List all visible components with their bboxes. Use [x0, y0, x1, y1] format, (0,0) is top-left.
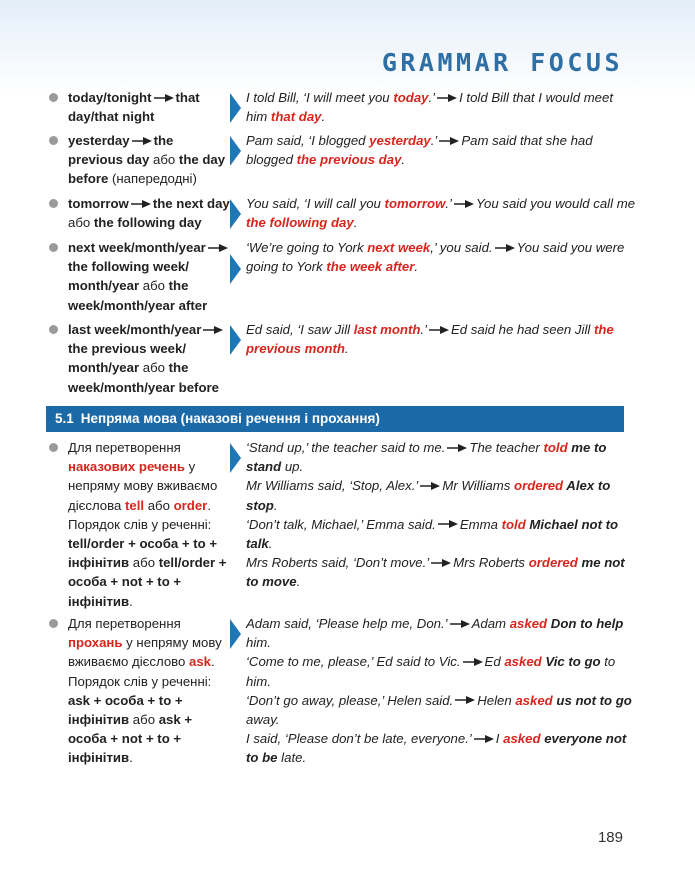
- text-segment: ‘Don’t talk, Michael,’ Emma said.: [246, 516, 436, 532]
- bold-text: that day/that night: [68, 90, 200, 125]
- rule-left: [68, 320, 230, 397]
- bold-text: the following day: [93, 215, 202, 231]
- bold-text: yesterday: [68, 133, 130, 148]
- rule-left: [68, 438, 230, 611]
- bold-text: the day before: [68, 152, 226, 187]
- section-title: Непряма мова (наказові речення і прохання): [80, 411, 380, 426]
- text-segment: Ed: [484, 654, 505, 670]
- highlight-text: прохань: [68, 635, 123, 651]
- text-segment: або: [144, 497, 174, 513]
- rule-left: [68, 131, 230, 189]
- triangle-arrow-icon: [230, 136, 241, 166]
- text-segment: .: [268, 536, 273, 552]
- right-arrow-icon: [463, 658, 483, 666]
- bold-text: ask + особа + not + to + інфінітив: [68, 712, 193, 766]
- triangle-arrow-icon: [230, 254, 241, 284]
- text-segment: або: [139, 278, 169, 294]
- highlight-text: next week: [367, 240, 431, 255]
- rule-example: [246, 194, 636, 232]
- highlight-text: asked: [504, 654, 542, 670]
- text-segment: to him.: [246, 654, 616, 689]
- text-segment: або: [139, 360, 169, 376]
- bullet-icon: [49, 243, 58, 252]
- rule-example: [246, 238, 636, 276]
- text-segment: I told Bill that I would meet him: [246, 90, 614, 125]
- text-segment: Ed said, ‘I saw Jill: [246, 322, 354, 337]
- rule-example: [246, 438, 636, 592]
- text-segment: .: [344, 341, 349, 357]
- highlight-text: ask: [189, 654, 212, 670]
- right-arrow-icon: [154, 94, 174, 102]
- text-segment: Pam said that she had blogged: [246, 133, 593, 168]
- highlight-text: the week after: [326, 259, 415, 275]
- text-segment: You said, ‘I will call you: [246, 196, 385, 211]
- bold-text: Vic to go: [541, 654, 601, 670]
- text-segment: Для перетворення: [68, 440, 181, 455]
- right-arrow-icon: [132, 137, 152, 145]
- rule-example: [246, 131, 636, 169]
- text-segment: You said you would call me: [475, 196, 636, 211]
- bold-text: Don to help: [547, 616, 624, 631]
- highlight-text: наказових речень: [68, 459, 186, 475]
- rule-example: [246, 614, 636, 768]
- right-arrow-icon: [429, 326, 449, 334]
- right-arrow-icon: [438, 520, 458, 528]
- text-segment: Adam: [471, 616, 510, 631]
- text-segment: Mrs Roberts said, ‘Don’t move.’: [246, 555, 430, 571]
- bullet-icon: [49, 619, 58, 628]
- text-segment: ‘Stand up,’ the teacher said to me.: [246, 440, 446, 455]
- text-segment: Pam said, ‘I blogged: [246, 133, 370, 148]
- bold-text: ask + особа + to + інфінітив: [68, 692, 183, 728]
- bold-text: everyone not to be: [246, 731, 627, 766]
- triangle-arrow-icon: [230, 619, 241, 649]
- highlight-text: the previous day: [296, 152, 402, 168]
- text-segment: або: [149, 152, 179, 168]
- rule-left: [68, 238, 230, 315]
- text-segment: .: [321, 109, 326, 125]
- text-segment: .: [414, 259, 419, 275]
- right-arrow-icon: [437, 94, 457, 102]
- text-segment: .’: [430, 133, 438, 148]
- text-segment: I told Bill, ‘I will meet you: [246, 90, 394, 105]
- text-segment: або: [129, 712, 159, 728]
- text-segment: .: [296, 574, 301, 590]
- text-segment: away.: [246, 712, 280, 728]
- text-segment: Adam said, ‘Please help me, Don.’: [246, 616, 448, 631]
- highlight-text: told: [543, 440, 568, 455]
- bold-text: the week/month/year after: [68, 278, 208, 313]
- text-segment: у непряму мову вживаємо дієслово: [68, 635, 222, 670]
- bold-text: Michael not to talk: [246, 516, 619, 552]
- text-segment: ‘Don’t go away, please,’ Helen said.: [246, 692, 454, 708]
- highlight-text: yesterday: [369, 133, 431, 148]
- right-arrow-icon: [455, 696, 475, 704]
- right-arrow-icon: [454, 200, 474, 208]
- section-header: [46, 406, 624, 432]
- triangle-arrow-icon: [230, 443, 241, 473]
- right-arrow-icon: [431, 559, 451, 567]
- text-segment: або: [68, 215, 94, 231]
- rule-left: [68, 88, 230, 126]
- bold-text: next week/month/year: [68, 240, 206, 255]
- bold-text: last week/month/year: [68, 322, 202, 337]
- bold-text: tell/order + особа + to + інфінітив: [68, 536, 218, 571]
- text-segment: (напередодні): [108, 171, 197, 187]
- text-segment: You said you were going to York: [246, 240, 625, 275]
- text-segment: .’: [428, 90, 436, 105]
- text-segment: .’: [445, 196, 452, 211]
- highlight-text: ordered: [514, 478, 564, 494]
- highlight-text: order: [173, 497, 208, 513]
- bold-text: the next day: [152, 196, 230, 211]
- text-segment: або: [129, 555, 159, 571]
- right-arrow-icon: [474, 735, 494, 743]
- rule-left: [68, 194, 230, 232]
- bold-text: the previous day: [68, 133, 174, 168]
- highlight-text: ordered: [528, 555, 578, 571]
- highlight-text: tomorrow: [384, 196, 446, 211]
- rule-example: [246, 320, 636, 358]
- bold-text: Alex to stop: [246, 478, 611, 513]
- rule-example: [246, 88, 636, 126]
- text-segment: ,’ you said.: [430, 240, 493, 255]
- right-arrow-icon: [450, 620, 470, 628]
- bullet-icon: [49, 199, 58, 208]
- highlight-text: today: [393, 90, 429, 105]
- text-segment: .: [129, 593, 133, 609]
- text-segment: .: [401, 152, 406, 168]
- highlight-text: tell: [124, 497, 145, 513]
- right-arrow-icon: [420, 482, 440, 490]
- text-segment: Helen: [477, 692, 516, 708]
- text-segment: I said, ‘Please don’t be late, everyone.’: [246, 731, 472, 747]
- text-segment: Ed said he had seen Jill: [451, 322, 594, 337]
- bold-text: the following week/ month/year: [68, 259, 189, 294]
- right-arrow-icon: [447, 444, 467, 452]
- triangle-arrow-icon: [230, 199, 241, 229]
- rule-left: [68, 614, 230, 768]
- highlight-text: asked: [503, 731, 541, 747]
- right-arrow-icon: [203, 326, 223, 334]
- grammar-focus-title: GRAMMAR FOCUS: [381, 48, 623, 77]
- highlight-text: asked: [515, 692, 553, 708]
- bold-text: today/tonight: [68, 90, 152, 105]
- text-segment: him.: [246, 635, 271, 651]
- text-segment: у непряму мову вживаємо дієслова: [68, 459, 218, 513]
- text-segment: up.: [281, 459, 304, 475]
- text-segment: I: [495, 731, 504, 747]
- highlight-text: that day: [270, 109, 322, 125]
- section-number: 5.1: [55, 411, 74, 426]
- bullet-icon: [49, 443, 58, 452]
- right-arrow-icon: [208, 244, 228, 252]
- text-segment: Emma: [459, 516, 502, 532]
- text-segment: ‘Come to me, please,’ Ed said to Vic.: [246, 654, 461, 670]
- right-arrow-icon: [495, 244, 515, 252]
- bold-text: the week/month/year before: [68, 360, 219, 395]
- text-segment: late.: [277, 750, 307, 766]
- text-segment: .: [353, 215, 358, 231]
- text-segment: The teacher: [469, 440, 544, 455]
- bullet-icon: [49, 93, 58, 102]
- text-segment: Mr Williams: [442, 478, 515, 494]
- text-segment: Для перетворення: [68, 616, 181, 631]
- bullet-icon: [49, 325, 58, 334]
- text-segment: . Порядок слів у реченні:: [68, 497, 212, 532]
- bold-text: me to stand: [246, 440, 607, 475]
- right-arrow-icon: [439, 137, 459, 145]
- bullet-icon: [49, 136, 58, 145]
- highlight-text: told: [501, 516, 526, 532]
- triangle-arrow-icon: [230, 93, 241, 123]
- bold-text: tell/order + особа + not + to + інфінітив: [68, 555, 227, 609]
- bold-text: us not to go: [552, 692, 632, 708]
- text-segment: Mr Williams said, ‘Stop, Alex.’: [246, 478, 419, 494]
- text-segment: .’: [420, 322, 428, 337]
- triangle-arrow-icon: [230, 325, 241, 355]
- text-segment: . Порядок слів у реченні:: [68, 654, 215, 689]
- highlight-text: last month: [353, 322, 421, 337]
- bold-text: me not to move: [246, 555, 625, 590]
- highlight-text: the previous month: [246, 322, 614, 357]
- text-segment: .: [129, 750, 133, 766]
- highlight-text: the following day: [246, 215, 354, 231]
- text-segment: Mrs Roberts: [453, 555, 529, 571]
- text-segment: .: [273, 497, 278, 513]
- highlight-text: asked: [509, 616, 548, 631]
- page-number: 189: [597, 829, 623, 846]
- right-arrow-icon: [131, 200, 151, 208]
- text-segment: ‘We’re going to York: [246, 240, 368, 255]
- bold-text: the previous week/ month/year: [68, 341, 186, 376]
- bold-text: tomorrow: [68, 196, 129, 211]
